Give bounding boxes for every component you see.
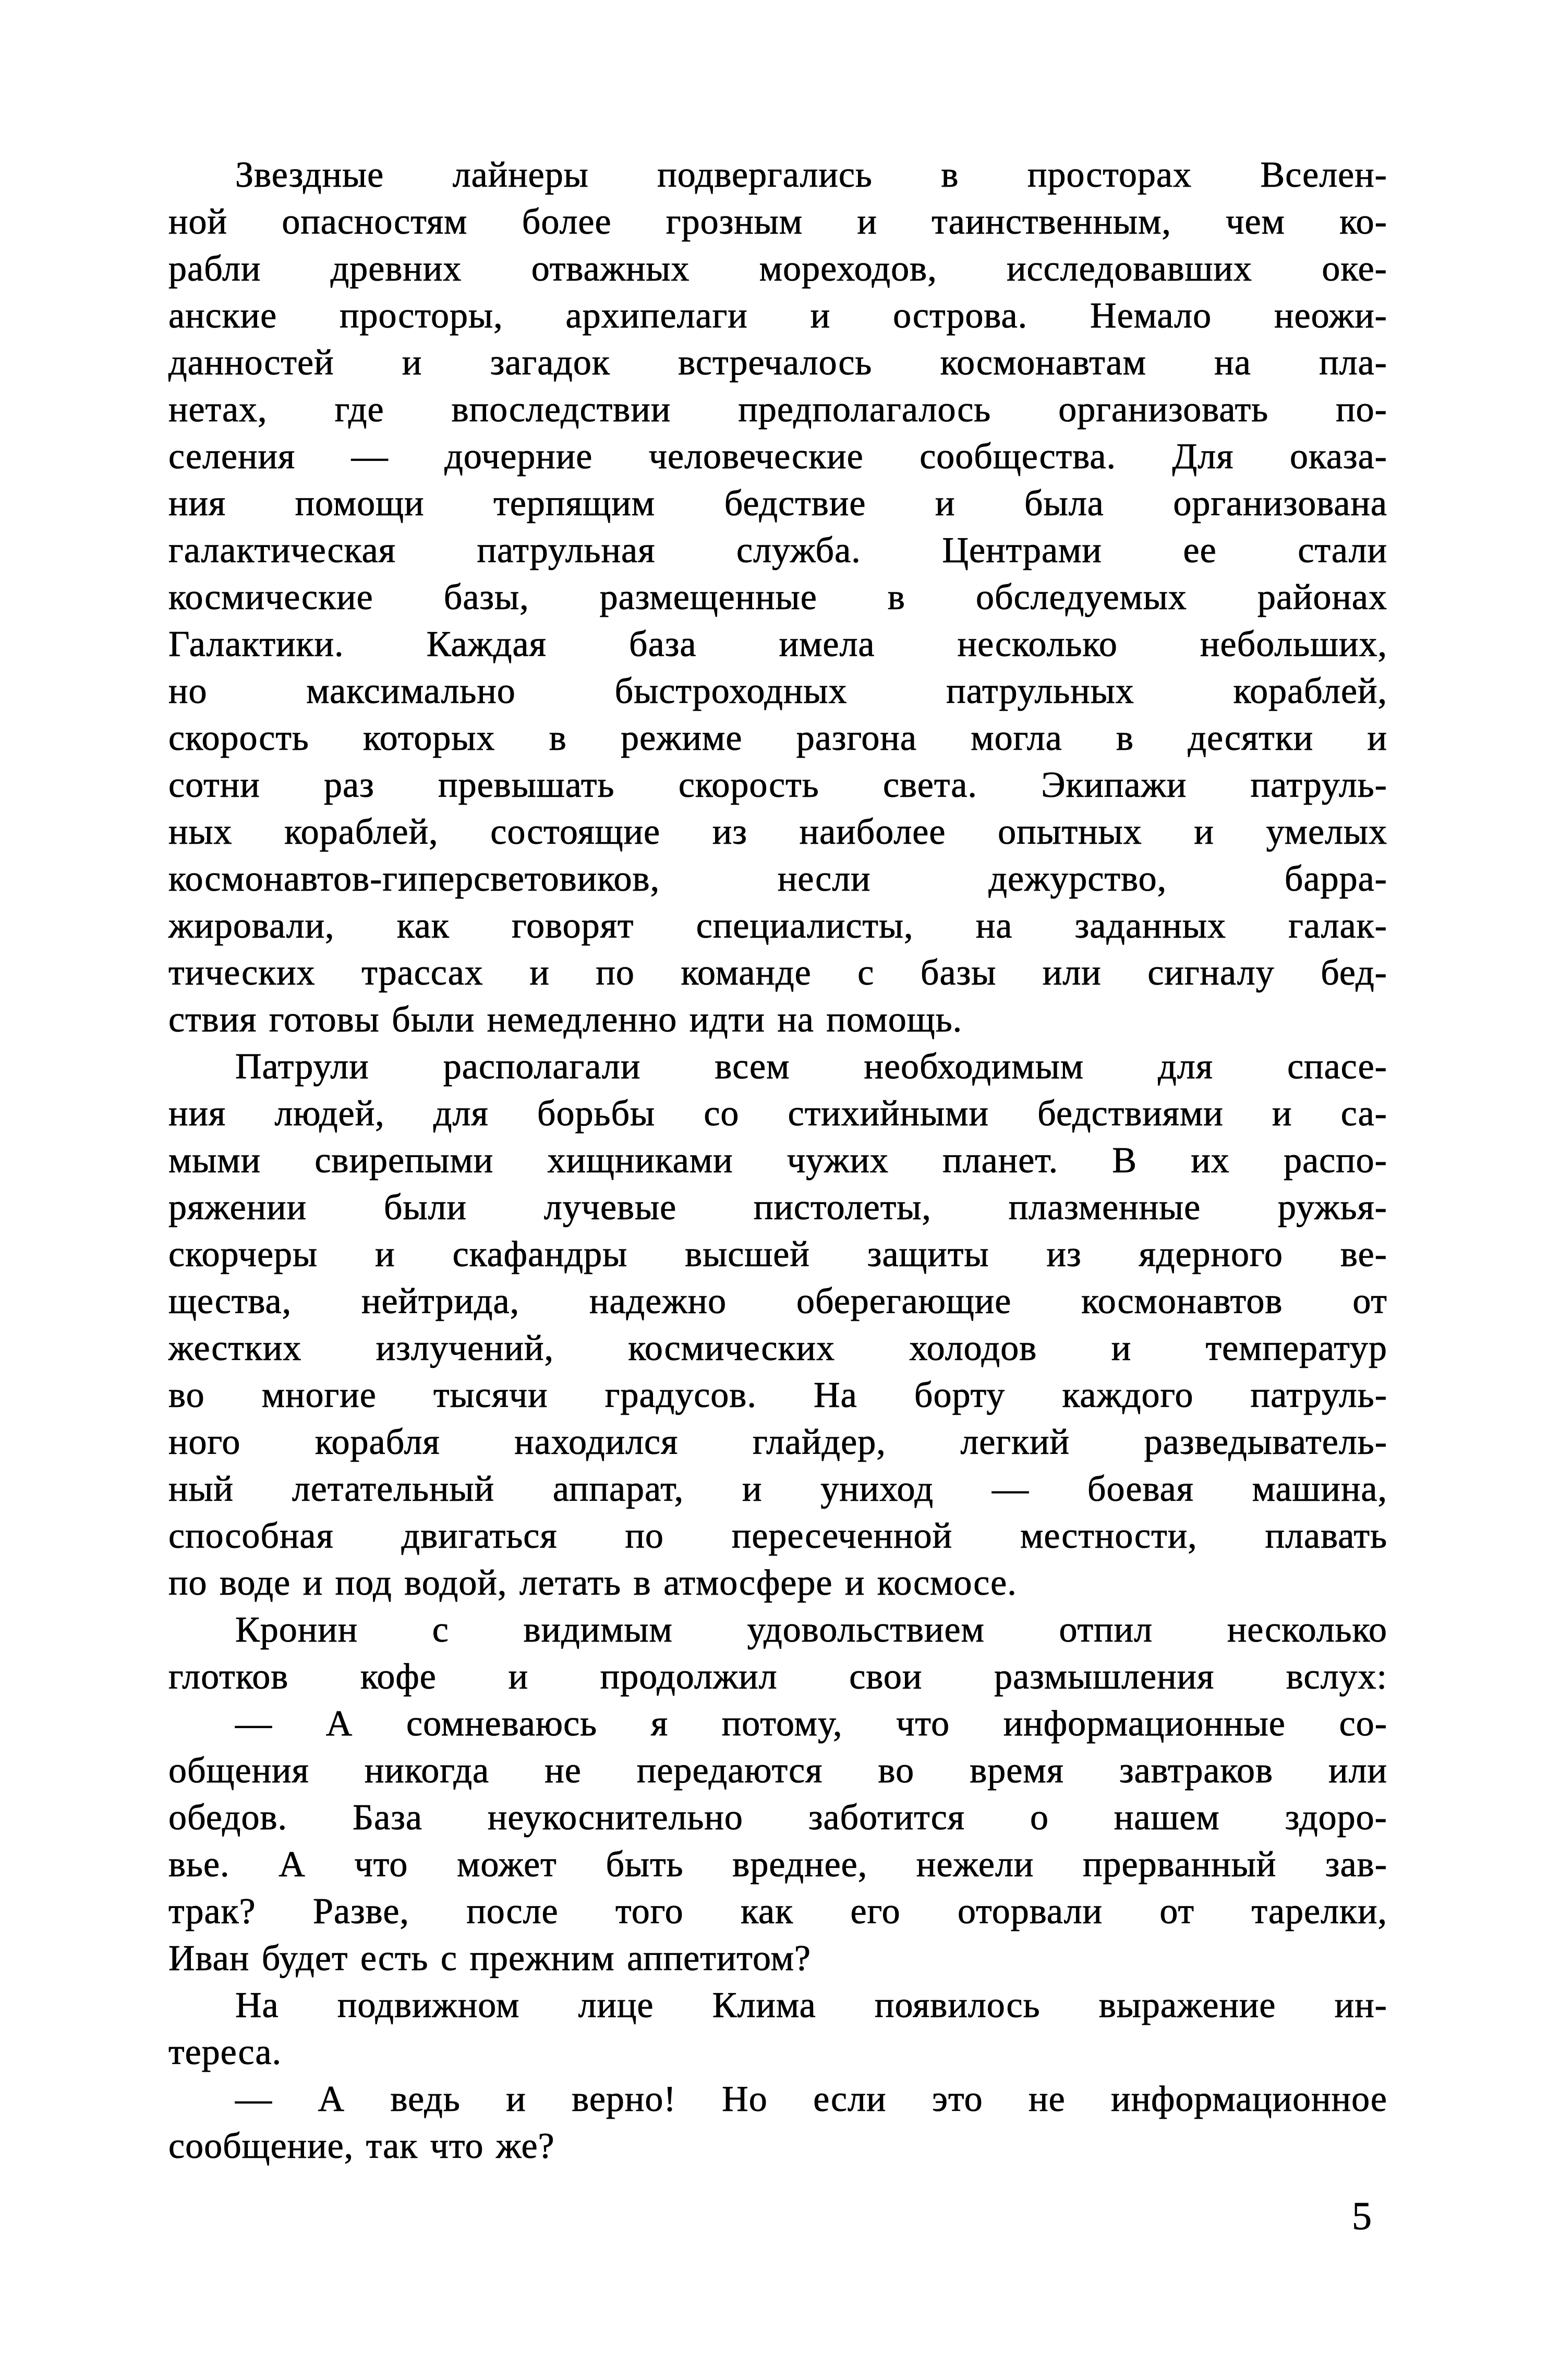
text-line: ряжении были лучевые пистолеты, плазменные ружья- <box>168 1187 1387 1228</box>
paragraph <box>168 2076 1387 2170</box>
text-line: глотков кофе и продолжил свои размышления вслух: <box>168 1657 1387 1697</box>
text-line: На подвижном лице Клима появилось выражение ин- <box>235 1985 1387 2025</box>
text-line: жестких излучений, космических холодов и температур <box>168 1328 1387 1368</box>
text-line: данностей и загадок встречалось космонавтам на пла- <box>168 343 1387 383</box>
text-line: Патрули располагали всем необходимым для спасе- <box>235 1047 1387 1087</box>
paragraph <box>168 1607 1387 1701</box>
paragraph <box>168 1701 1387 1982</box>
text-line: Иван будет есть с прежним аппетитом? <box>168 1938 811 1978</box>
text-block <box>168 152 1387 2170</box>
text-line: жировали, как говорят специалисты, на заданных галак- <box>168 906 1387 946</box>
text-line: сообщение, так что же? <box>168 2126 555 2166</box>
text-line: скорость которых в режиме разгона могла в десятки и <box>168 718 1387 758</box>
text-line: тереса. <box>168 2032 282 2072</box>
text-line: но максимально быстроходных патрульных кораблей, <box>168 671 1387 711</box>
text-line: ния людей, для борьбы со стихийными бедствиями и са- <box>168 1094 1387 1134</box>
text-line: ных кораблей, состоящие из наиболее опытных и умелых <box>168 812 1387 852</box>
text-line: по воде и под водой, летать в атмосфере и космосе. <box>168 1563 1017 1603</box>
text-line: во многие тысячи градусов. На борту каждого патруль- <box>168 1375 1387 1415</box>
text-line: вье. А что может быть вреднее, нежели прерванный зав- <box>168 1844 1387 1885</box>
text-line: тических трассах и по команде с базы или сигналу бед- <box>168 953 1387 993</box>
text-line: общения никогда не передаются во время завтраков или <box>168 1751 1387 1791</box>
text-line: нетах, где впоследствии предполагалось организовать по- <box>168 390 1387 430</box>
text-line: ный летательный аппарат, и униход — боевая машина, <box>168 1469 1387 1509</box>
text-line: селения — дочерние человеческие сообщества. Для оказа- <box>168 436 1387 477</box>
text-line: — А ведь и верно! Но если это не информационное <box>235 2079 1387 2119</box>
text-line: рабли древних отважных мореходов, исследовавших оке- <box>168 249 1387 289</box>
text-line: сотни раз превышать скорость света. Экипажи патруль- <box>168 765 1387 805</box>
text-line: щества, нейтрида, надежно оберегающие космонавтов от <box>168 1281 1387 1321</box>
text-line: Галактики. Каждая база имела несколько небольших, <box>168 624 1387 664</box>
paragraph <box>168 1982 1387 2076</box>
text-line: мыми свирепыми хищниками чужих планет. В их распо- <box>168 1140 1387 1181</box>
text-line: — А сомневаюсь я потому, что информационные со- <box>235 1704 1387 1744</box>
text-line: обедов. База неукоснительно заботится о нашем здоро- <box>168 1798 1387 1838</box>
text-line: Кронин с видимым удовольствием отпил несколько <box>235 1610 1387 1650</box>
text-line: способная двигаться по пересеченной местности, плавать <box>168 1516 1387 1556</box>
text-line: космические базы, размещенные в обследуемых районах <box>168 577 1387 617</box>
text-line: галактическая патрульная служба. Центрами ее стали <box>168 530 1387 570</box>
text-line: трак? Разве, после того как его оторвали от тарелки, <box>168 1891 1387 1932</box>
paragraph <box>168 152 1387 1043</box>
text-line: скорчеры и скафандры высшей защиты из ядерного ве- <box>168 1234 1387 1274</box>
text-line: ствия готовы были немедленно идти на помощь. <box>168 1000 963 1040</box>
text-line: ной опасностям более грозным и таинственным, чем ко- <box>168 202 1387 242</box>
text-line: космонавтов-гиперсветовиков, несли дежурство, барра- <box>168 859 1387 899</box>
text-line: анские просторы, архипелаги и острова. Немало неожи- <box>168 296 1387 336</box>
text-line: ния помощи терпящим бедствие и была организована <box>168 483 1387 524</box>
paragraph <box>168 1043 1387 1607</box>
page-number: 5 <box>1352 2194 1372 2238</box>
text-line: Звездные лайнеры подвергались в просторах Вселен- <box>235 155 1387 195</box>
text-line: ного корабля находился глайдер, легкий разведыватель- <box>168 1422 1387 1462</box>
